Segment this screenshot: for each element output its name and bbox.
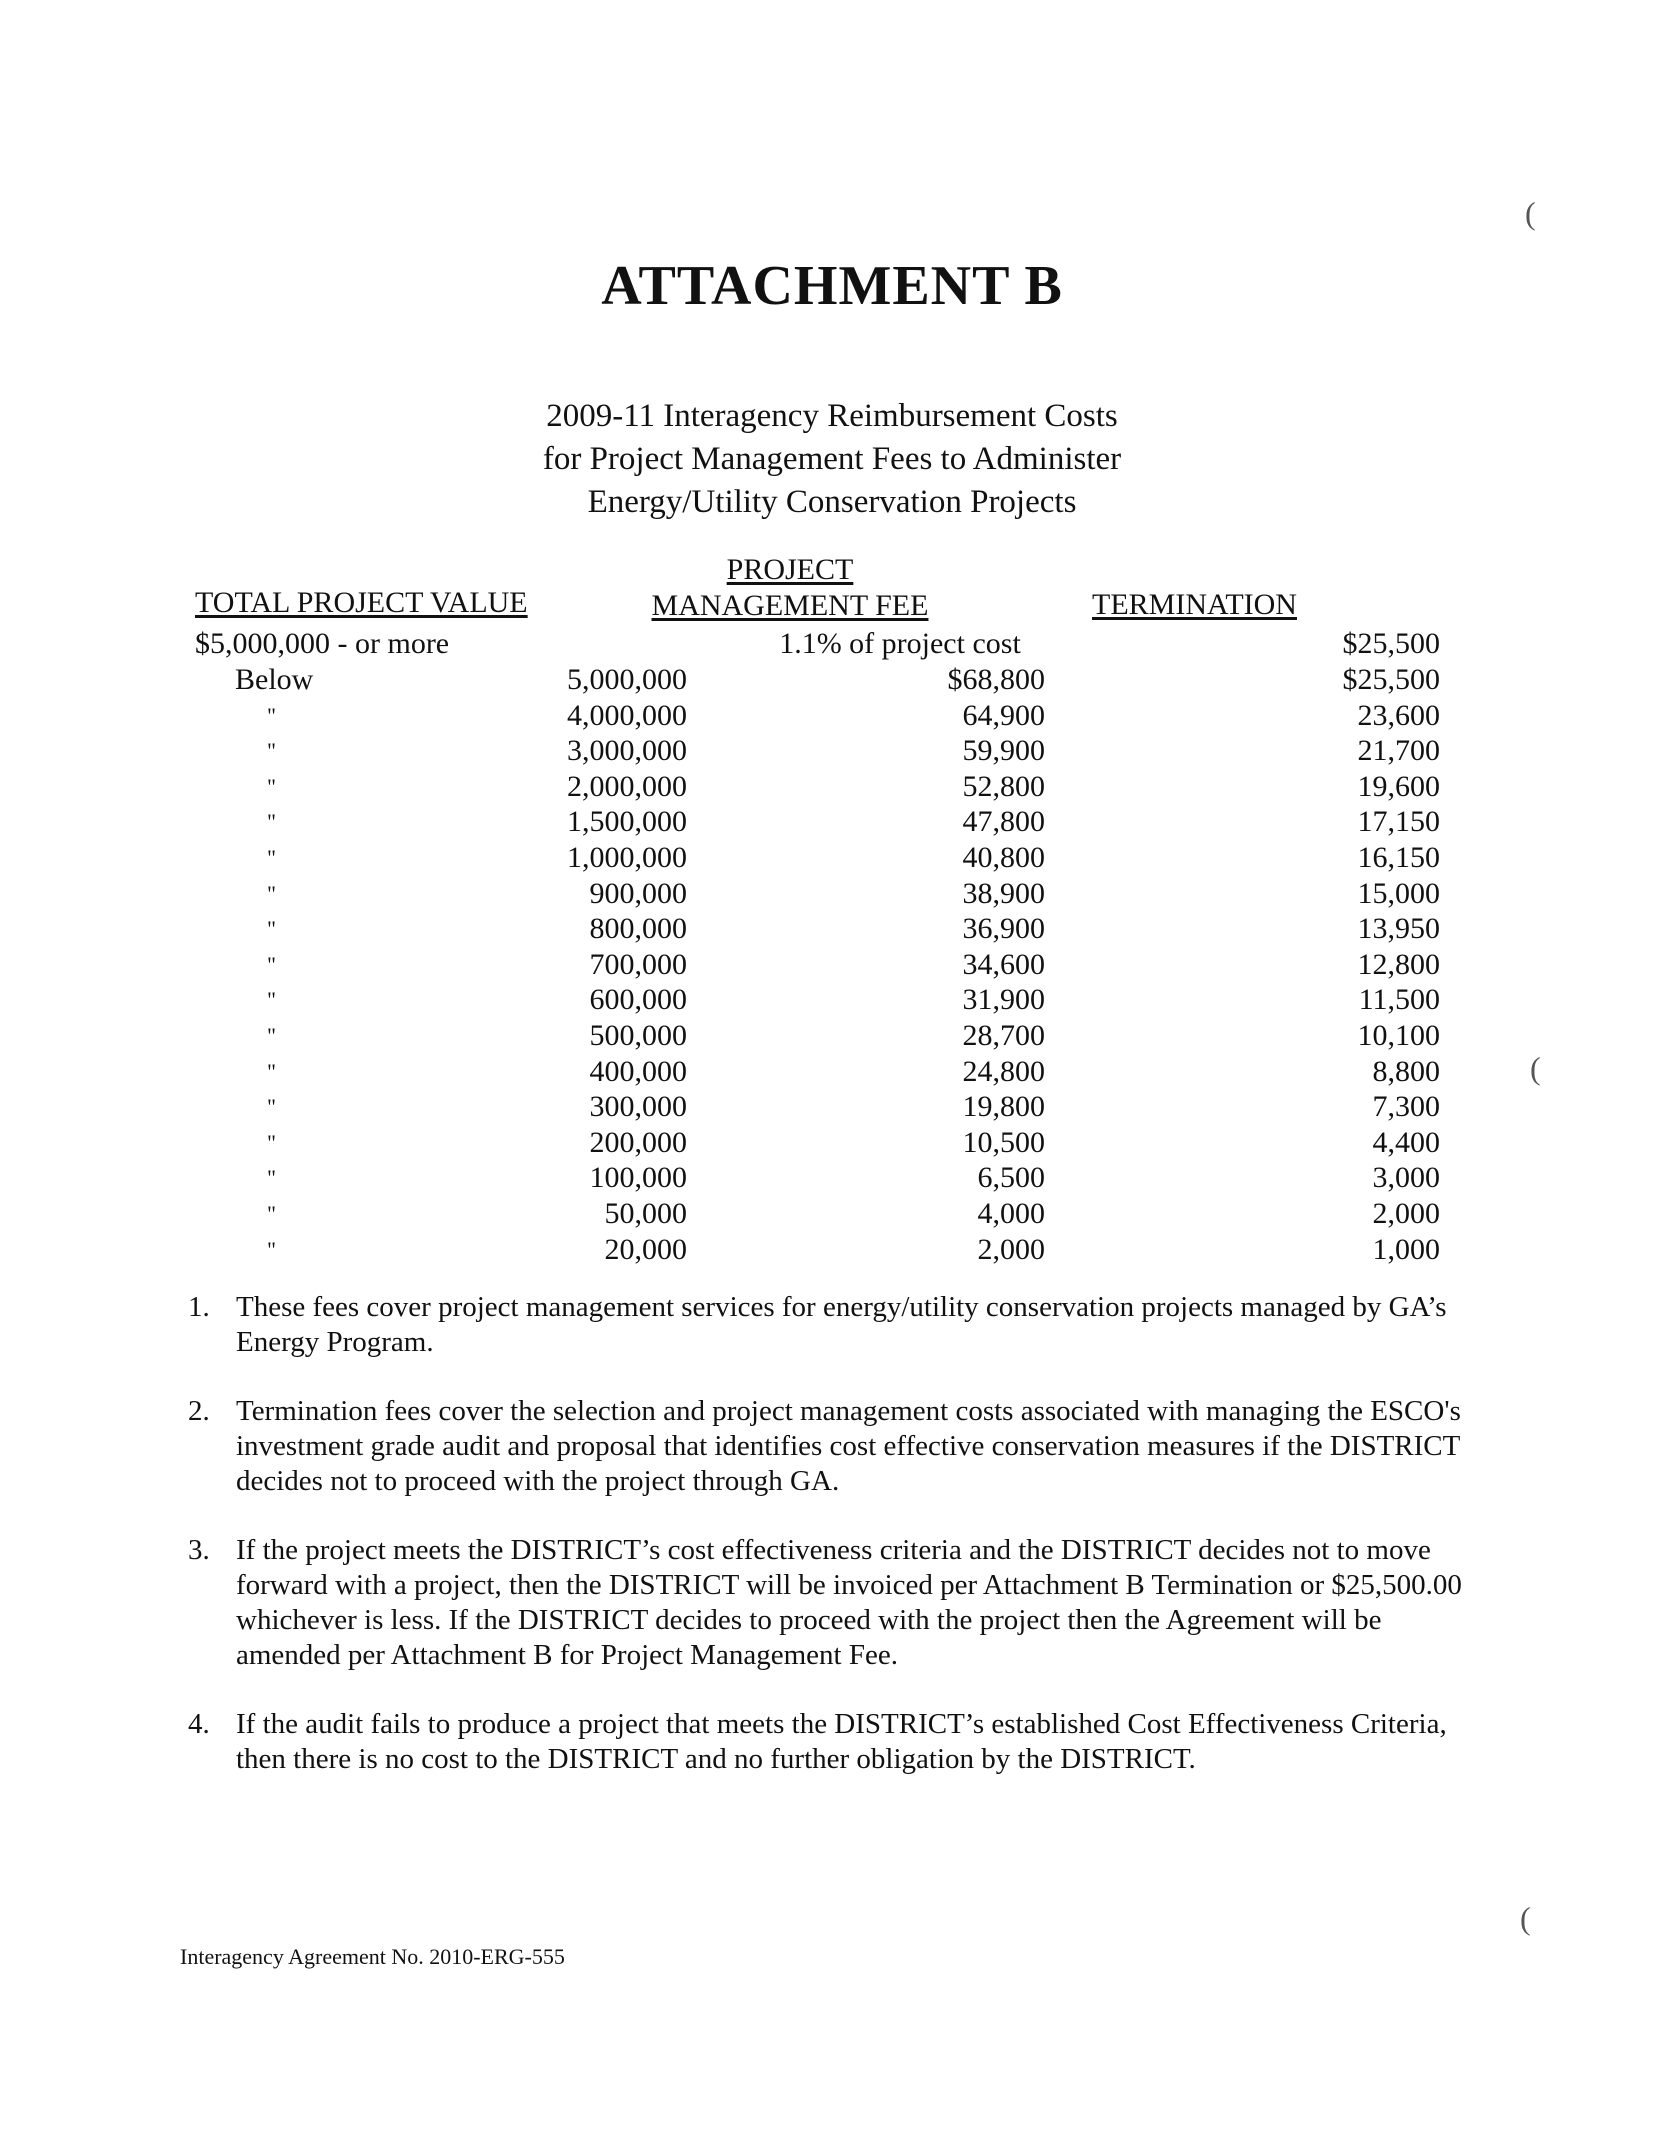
cell-below-label: Below — [235, 663, 314, 696]
scan-mark-paren: ( — [1520, 1900, 1531, 1936]
header-pmf-line2: MANAGEMENT FEE — [651, 589, 929, 622]
table-row — [195, 911, 1440, 947]
cell-value: 300,000 — [589, 1090, 687, 1124]
table-row — [195, 662, 1440, 698]
cell-value: 600,000 — [589, 983, 687, 1017]
cell-ditto: " — [267, 1129, 276, 1155]
page-subtitle — [0, 395, 1664, 524]
cell-fee: 52,800 — [962, 769, 1045, 803]
cell-ditto: " — [267, 1236, 276, 1262]
cell-value: 500,000 — [589, 1018, 687, 1052]
cell-termination: 4,400 — [1372, 1125, 1440, 1159]
cell-fee: 1.1% of project cost — [779, 627, 1021, 660]
scan-mark-paren: ( — [1525, 195, 1536, 231]
table-row — [195, 840, 1440, 876]
cell-termination: 21,700 — [1357, 734, 1440, 768]
cell-ditto: " — [267, 809, 276, 835]
header-project-management-fee — [620, 552, 960, 624]
cell-ditto: " — [267, 702, 276, 728]
cell-termination: 8,800 — [1372, 1054, 1440, 1088]
table-row — [195, 876, 1440, 912]
cell-value: 5,000,000 — [567, 663, 687, 696]
table-row — [195, 1089, 1440, 1125]
page-title: ATTACHMENT B — [601, 255, 1063, 317]
cell-value: 1,000,000 — [567, 840, 687, 874]
cell-fee: 36,900 — [962, 912, 1045, 946]
note-number: 1. — [188, 1291, 210, 1323]
cell-value: 2,000,000 — [567, 769, 687, 803]
cell-termination: 17,150 — [1357, 805, 1440, 839]
cell-termination: 12,800 — [1357, 947, 1440, 981]
cell-fee: 40,800 — [962, 840, 1045, 874]
cell-value: 100,000 — [589, 1161, 687, 1195]
table-row — [195, 698, 1440, 734]
notes-list — [188, 1290, 1478, 1811]
footer-agreement-number: Interagency Agreement No. 2010-ERG-555 — [180, 1944, 565, 1969]
cell-ditto: " — [267, 738, 276, 764]
table-row — [195, 733, 1440, 769]
subtitle-line: Energy/Utility Conservation Projects — [587, 484, 1077, 520]
list-item — [188, 1394, 1478, 1499]
table-row — [195, 769, 1440, 805]
cell-ditto: " — [267, 1022, 276, 1048]
cell-value: 20,000 — [604, 1232, 687, 1266]
header-pmf-line1: PROJECT — [726, 553, 854, 586]
cell-ditto: " — [267, 1165, 276, 1191]
table-row — [195, 947, 1440, 983]
cell-fee: 28,700 — [962, 1018, 1045, 1052]
note-text: These fees cover project management services for energy/utility conservation projects managed by GA’s Energy Program. — [236, 1291, 1447, 1358]
cell-value: 1,500,000 — [567, 805, 687, 839]
cell-fee: $68,800 — [947, 663, 1045, 696]
cell-value: 50,000 — [604, 1196, 687, 1230]
cell-value: 800,000 — [589, 912, 687, 946]
cell-fee: 34,600 — [962, 947, 1045, 981]
cell-termination: 19,600 — [1357, 769, 1440, 803]
cell-ditto: " — [267, 987, 276, 1013]
note-text: If the audit fails to produce a project that meets the DISTRICT’s established Cost Effectiveness Criteria, then there is no cost to the DISTRICT and no further obligation by the DISTRICT. — [236, 1708, 1447, 1775]
cell-termination: $25,500 — [1342, 627, 1440, 660]
table-row — [195, 1196, 1440, 1232]
cell-ditto: " — [267, 773, 276, 799]
scan-mark-paren: ( — [1530, 1050, 1541, 1086]
cell-ditto: " — [267, 1200, 276, 1226]
cell-value: 3,000,000 — [567, 734, 687, 768]
cell-termination: 10,100 — [1357, 1018, 1440, 1052]
note-number: 3. — [188, 1534, 210, 1566]
cell-fee: 38,900 — [962, 876, 1045, 910]
cell-ditto: " — [267, 1058, 276, 1084]
cell-value: 200,000 — [589, 1125, 687, 1159]
cell-fee: 2,000 — [977, 1232, 1045, 1266]
cell-fee: 59,900 — [962, 734, 1045, 768]
cell-termination: 3,000 — [1372, 1161, 1440, 1195]
cell-fee: 10,500 — [962, 1125, 1045, 1159]
cell-termination: $25,500 — [1342, 663, 1440, 696]
cell-ditto: " — [267, 951, 276, 977]
cell-termination: 2,000 — [1372, 1196, 1440, 1230]
cell-termination: 15,000 — [1357, 876, 1440, 910]
cell-value: 700,000 — [589, 947, 687, 981]
cell-fee: 47,800 — [962, 805, 1045, 839]
cell-fee: 24,800 — [962, 1054, 1045, 1088]
table-row — [195, 1232, 1440, 1268]
table-row — [195, 982, 1440, 1018]
cell-fee: 31,900 — [962, 983, 1045, 1017]
fee-table — [195, 662, 1440, 1267]
table-row — [195, 804, 1440, 840]
table-row-first — [195, 626, 1440, 662]
subtitle-line: 2009-11 Interagency Reimbursement Costs — [546, 398, 1118, 434]
table-row — [195, 1125, 1440, 1161]
cell-termination: 11,500 — [1358, 983, 1440, 1017]
cell-ditto: " — [267, 916, 276, 942]
table-row — [195, 1018, 1440, 1054]
cell-termination: 23,600 — [1357, 698, 1440, 732]
cell-fee: 19,800 — [962, 1090, 1045, 1124]
note-number: 2. — [188, 1395, 210, 1427]
cell-termination: 13,950 — [1357, 912, 1440, 946]
list-item — [188, 1533, 1478, 1673]
cell-ditto: " — [267, 1094, 276, 1120]
header-termination: TERMINATION — [1092, 588, 1297, 621]
table-row — [195, 1054, 1440, 1090]
note-text: Termination fees cover the selection and project management costs associated with managing the ESCO's investment grade audit and proposal that identifies cost effective conservation measures if the DISTRICT decides not to proceed with the project through GA. — [236, 1395, 1461, 1497]
cell-value: 900,000 — [589, 876, 687, 910]
cell-value: 400,000 — [589, 1054, 687, 1088]
subtitle-line: for Project Management Fees to Administer — [542, 441, 1122, 477]
cell-fee: 64,900 — [962, 698, 1045, 732]
note-text: If the project meets the DISTRICT’s cost effectiveness criteria and the DISTRICT decides not to move forward with a project, then the DISTRICT will be invoiced per Attachment B Termination or $25,500.00 whichever is less. If the DISTRICT decides to proceed with the project then the Agreement will be amended per Attachment B for Project Management Fee. — [236, 1534, 1462, 1671]
list-item — [188, 1707, 1478, 1777]
cell-termination: 7,300 — [1372, 1090, 1440, 1124]
header-total-project-value: TOTAL PROJECT VALUE — [195, 586, 528, 619]
cell-value: 4,000,000 — [567, 698, 687, 732]
cell-ditto: " — [267, 844, 276, 870]
cell-termination: 16,150 — [1357, 840, 1440, 874]
cell-termination: 1,000 — [1372, 1232, 1440, 1266]
table-row — [195, 1160, 1440, 1196]
note-number: 4. — [188, 1708, 210, 1740]
cell-fee: 6,500 — [977, 1161, 1045, 1195]
list-item — [188, 1290, 1478, 1360]
cell-fee: 4,000 — [977, 1196, 1045, 1230]
cell-value: $5,000,000 - or more — [195, 627, 450, 660]
cell-ditto: " — [267, 880, 276, 906]
